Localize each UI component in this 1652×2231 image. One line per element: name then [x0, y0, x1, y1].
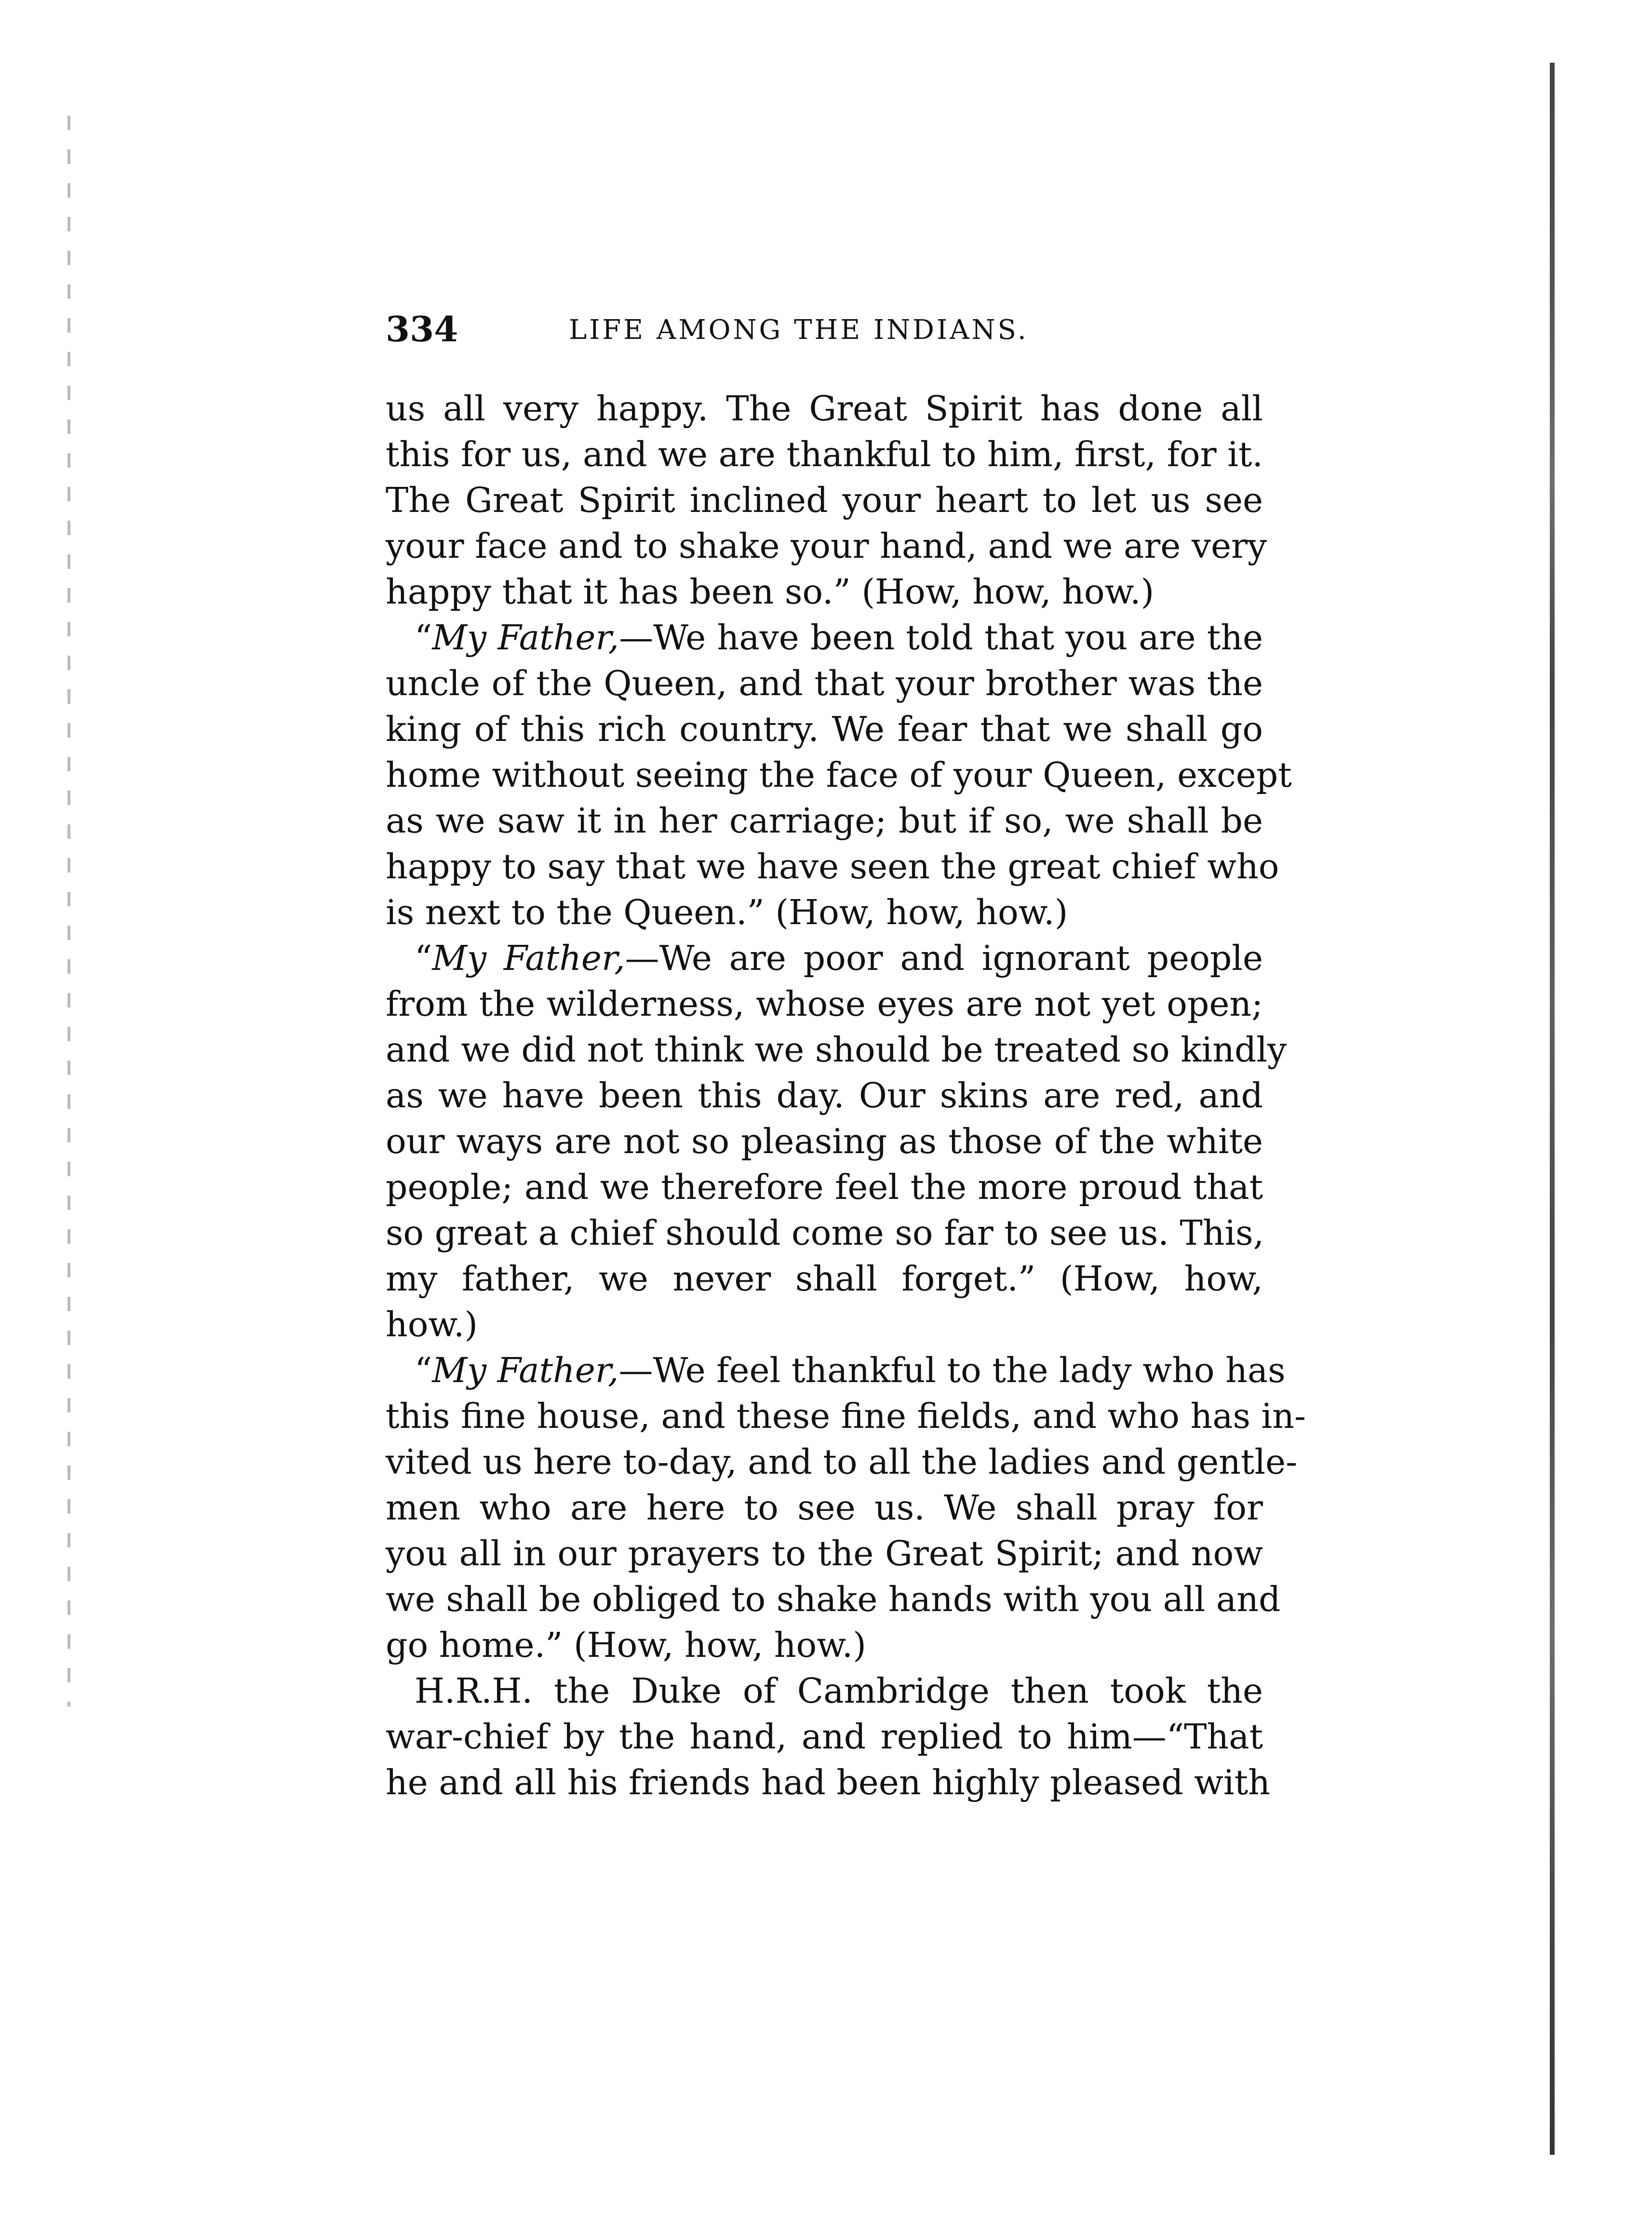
- line-text: as we have been this day. Our skins are red, and: [386, 1075, 1263, 1116]
- line-text: The Great Spirit inclined your heart to let us see: [386, 480, 1263, 520]
- text-line: [386, 981, 1263, 1027]
- text-line: [386, 1714, 1263, 1760]
- text-line: [386, 615, 1263, 660]
- line-text: my father, we never shall forget.” (How, how,: [386, 1259, 1263, 1299]
- line-text: how.): [386, 1304, 478, 1344]
- line-text: —We feel thankful to the lady who has: [618, 1350, 1286, 1390]
- italic-address: My Father,: [432, 938, 625, 978]
- text-line: [386, 477, 1263, 523]
- text-line: [386, 752, 1292, 798]
- opening-quote: “: [415, 1350, 432, 1390]
- line-text: uncle of the Queen, and that your brother was the: [386, 663, 1263, 703]
- text-line: [386, 386, 1263, 431]
- text-line: [386, 1439, 1298, 1485]
- body-text: [386, 386, 1306, 1805]
- line-text: from the wilderness, whose eyes are not yet open;: [386, 984, 1263, 1024]
- text-line: [386, 1347, 1286, 1393]
- line-text: happy that it has been so.” (How, how, how.): [386, 572, 1155, 612]
- text-line: [386, 1210, 1263, 1256]
- line-text: people; and we therefore feel the more proud that: [386, 1167, 1263, 1207]
- text-line: [386, 569, 1263, 615]
- line-text: we shall be obliged to shake hands with you all and: [386, 1579, 1281, 1619]
- text-line: [386, 523, 1267, 569]
- text-line: [386, 844, 1279, 889]
- line-text: your face and to shake your hand, and we are very: [386, 526, 1267, 566]
- text-line: [386, 1576, 1281, 1622]
- text-line: [386, 706, 1263, 752]
- line-text: he and all his friends had been highly pleased with: [386, 1762, 1270, 1802]
- line-text: war-chief by the hand, and replied to him—“That: [386, 1717, 1263, 1757]
- text-line: [386, 1073, 1263, 1118]
- text-line: [386, 660, 1263, 706]
- running-head: LIFE AMONG THE INDIANS.: [569, 314, 1029, 346]
- line-text: as we saw it in her carriage; but if so, we shall be: [386, 801, 1263, 841]
- text-line: [386, 889, 1263, 935]
- text-line: [386, 1531, 1263, 1576]
- text-line: [386, 1485, 1263, 1531]
- text-line: [386, 1622, 1263, 1668]
- line-text: vited us here to-day, and to all the ladies and gentle-: [386, 1442, 1298, 1482]
- text-line: [386, 1668, 1263, 1714]
- italic-address: My Father,: [432, 618, 619, 658]
- line-text: —We have been told that you are the: [619, 618, 1263, 658]
- line-text: —We are poor and ignorant people: [625, 938, 1263, 978]
- text-line: [386, 1302, 1263, 1347]
- page-header: [386, 309, 1277, 366]
- line-text: this for us, and we are thankful to him, first, for it.: [386, 434, 1263, 474]
- line-text: us all very happy. The Great Spirit has done all: [386, 389, 1263, 429]
- line-text: is next to the Queen.” (How, how, how.): [386, 892, 1068, 932]
- text-line: [386, 1164, 1263, 1210]
- italic-address: My Father,: [432, 1350, 619, 1390]
- line-text: king of this rich country. We fear that we shall go: [386, 709, 1263, 749]
- line-text: go home.” (How, how, how.): [386, 1625, 866, 1665]
- line-text: happy to say that we have seen the great chief who: [386, 847, 1279, 887]
- text-line: [386, 1118, 1263, 1164]
- line-text: this fine house, and these fine fields, and who has in-: [386, 1396, 1306, 1436]
- line-text: home without seeing the face of your Queen, except: [386, 755, 1292, 795]
- line-text: our ways are not so pleasing as those of the white: [386, 1121, 1263, 1161]
- text-line: [386, 1760, 1270, 1805]
- line-text: you all in our prayers to the Great Spirit; and now: [386, 1533, 1263, 1573]
- line-text: H.R.H. the Duke of Cambridge then took the: [415, 1671, 1263, 1711]
- page-number: 334: [386, 309, 458, 349]
- text-line: [386, 1256, 1263, 1302]
- text-line: [386, 1393, 1306, 1439]
- opening-quote: “: [415, 618, 432, 658]
- line-text: so great a chief should come so far to see us. This,: [386, 1213, 1264, 1253]
- opening-quote: “: [415, 938, 432, 978]
- text-line: [386, 1027, 1287, 1073]
- text-line: [386, 798, 1263, 844]
- scan-edge-right: [1550, 63, 1555, 2155]
- text-line: [386, 431, 1263, 477]
- text-line: [386, 935, 1263, 981]
- line-text: men who are here to see us. We shall pray for: [386, 1488, 1263, 1528]
- line-text: and we did not think we should be treated so kindly: [386, 1030, 1287, 1070]
- scan-edge-left: [67, 116, 70, 1707]
